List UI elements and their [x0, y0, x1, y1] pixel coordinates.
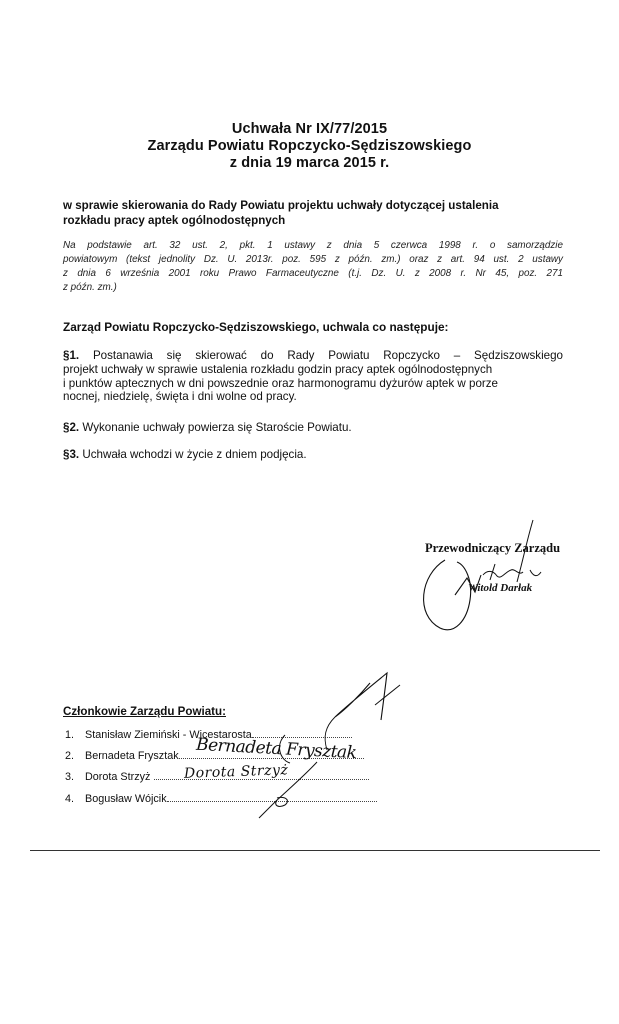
chairman-name: Witold Darłak [468, 582, 533, 594]
basis-line-2: powiatowym (tekst jednolity Dz. U. 2013r. poz. 595 z późn. zm.) oraz z art. 94 ust. 2 ustawy [63, 254, 563, 265]
paragraph-2-number: §2. [63, 421, 80, 434]
resolution-date: z dnia 19 marca 2015 r. [229, 155, 390, 171]
resolution-heading: Zarząd Powiatu Ropczycko-Sędziszowskiego, uchwala co następuje: [63, 320, 449, 334]
paragraph-1-text-1: Postanawia się skierować do Rady Powiatu Ropczycko – Sędziszowskiego [92, 349, 563, 362]
chairman-signature [415, 520, 575, 640]
basis-line-4: z późn. zm.) [63, 282, 117, 293]
paragraph-1-line-3: i punktów aptecznych w dni powszednie oraz harmonogramu dyżurów aptek w porze [63, 376, 498, 390]
paragraph-1-number: §1. [63, 349, 80, 362]
basis-line-1: Na podstawie art. 32 ust. 2, pkt. 1 ustawy z dnia 5 czerwca 1998 r. o samorządzie [63, 240, 563, 251]
member-number: 4. [65, 793, 75, 805]
member-name: Bogusław Wójcik [85, 793, 167, 805]
member-number: 1. [65, 729, 75, 741]
member-name: Bernadeta Frysztak [85, 750, 179, 762]
member-name: Dorota Strzyż [85, 771, 151, 783]
paragraph-1-line-1 [63, 349, 563, 363]
paragraph-3-number: §3. [63, 448, 80, 461]
paragraph-3-text: Uchwała wchodzi w życie z dniem podjęcia. [82, 448, 307, 461]
subject-line-2: rozkładu pracy aptek ogólnodostępnych [63, 214, 286, 227]
member-3-signature: Dorota Strzyż [183, 762, 289, 782]
members-heading: Członkowie Zarządu Powiatu: [63, 705, 226, 718]
member-number: 2. [65, 750, 75, 762]
member-name: Stanisław Ziemiński - Wicestarosta [85, 729, 252, 741]
paragraph-1 [63, 349, 563, 404]
basis-line-3: z dnia 6 września 2001 roku Prawo Farmaceutyczne (t.j. Dz. U. z 2008 r. Nr 45, poz. 271 [63, 268, 563, 279]
issuing-body: Zarządu Powiatu Ropczycko-Sędziszowskiego [147, 138, 472, 154]
resolution-number: Uchwała Nr IX/77/2015 [231, 121, 388, 137]
paragraph-1-line-2: projekt uchwały w sprawie ustalenia rozkładu godzin pracy aptek ogólnodostępnych [63, 362, 493, 376]
member-2-signature: Bernadeta Frysztak [195, 734, 357, 764]
paragraph-2-text: Wykonanie uchwały powierza się Staroście Powiatu. [82, 421, 352, 434]
paragraph-2 [63, 421, 563, 435]
chairman-title: Przewodniczący Zarządu [425, 541, 561, 555]
member-4-signature [255, 760, 335, 820]
member-number: 3. [65, 771, 75, 783]
paragraph-1-line-4: nocnej, niedzielę, święta i dni wolne od pracy. [63, 390, 297, 404]
paragraph-3 [63, 448, 563, 462]
bottom-rule [30, 850, 600, 851]
subject-line-1: w sprawie skierowania do Rady Powiatu projektu uchwały dotyczącej ustalenia [63, 199, 499, 212]
